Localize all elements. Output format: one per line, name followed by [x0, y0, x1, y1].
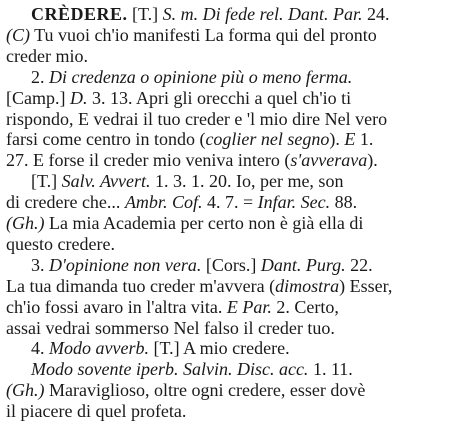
entry-text: 1.	[355, 129, 374, 150]
entry-text: (Gh.)	[6, 213, 45, 233]
entry-text: [T.]	[127, 4, 163, 24]
entry-text: La tua dimanda tuo creder m'avvera (	[6, 275, 276, 296]
entry-text: Maraviglioso, oltre ogni credere, esser dovè	[44, 380, 366, 401]
entry-text: assai vedrai sommerso Nel falso il creder tuo.	[6, 317, 335, 338]
entry-text: Modo sovente iperb. Salvin. Disc. acc.	[31, 359, 309, 380]
entry-text: [T.]	[31, 171, 62, 192]
entry-text: ).	[367, 150, 378, 171]
entry-text: [Cors.]	[201, 254, 261, 275]
entry-text: rispondo, E vedrai il tuo creder e 'l mio dire Nel vero	[6, 108, 388, 129]
entry-text: 2. Certo,	[271, 296, 339, 317]
entry-text: Modo avverb.	[49, 338, 149, 359]
entry-line	[6, 400, 186, 424]
entry-text: creder mio.	[6, 45, 88, 66]
entry-text: ch'io fossi avaro in l'altra vita.	[6, 296, 227, 317]
entry-text: Ambr. Cof.	[124, 192, 203, 213]
entry-text: D'opinione non vera.	[49, 254, 202, 275]
entry-text: 3.	[31, 254, 49, 275]
entry-text: di credere che...	[6, 192, 125, 213]
entry-text: 24.	[362, 4, 390, 24]
entry-text: questo credere.	[6, 233, 115, 254]
entry-text: s'avverava	[290, 150, 368, 171]
entry-text: il piacere di quel profeta.	[6, 401, 187, 422]
entry-text: E	[344, 129, 356, 150]
entry-text: Di credenza o opinione più o meno ferma.	[49, 66, 353, 87]
entry-text: D.	[69, 87, 88, 108]
entry-text: 4. 7. =	[202, 192, 258, 213]
entry-text: coglier nel segno	[205, 129, 330, 150]
entry-text: [T.] A mio credere.	[148, 338, 290, 359]
entry-text: Dant. Purg.	[260, 254, 346, 275]
entry-text: La mia Academia per certo non è già ella di	[44, 213, 364, 233]
entry-text: 22.	[345, 254, 373, 275]
entry-text: 1. 3. 1. 20. Io, per me, son	[150, 171, 344, 192]
entry-text: Infar. Sec.	[257, 192, 331, 213]
entry-text: farsi come centro in tondo (	[6, 129, 206, 150]
entry-text: [Camp.]	[6, 87, 70, 108]
entry-text: 3. 13. Apri gli orecchi a quel ch'io ti	[87, 87, 352, 108]
entry-text: E Par.	[226, 296, 272, 317]
entry-text: 4.	[31, 338, 49, 359]
entry-text: 2.	[31, 66, 49, 87]
entry-text: (Gh.)	[6, 380, 45, 401]
entry-text: 27. E forse il creder mio veniva intero (	[6, 150, 291, 171]
entry-text: 88.	[330, 192, 358, 213]
entry-text: Tu vuoi ch'io manifesti La forma qui del pronto	[30, 24, 377, 45]
entry-text: ) Esser,	[339, 275, 393, 296]
entry-text: S. m. Di fede rel. Dant. Par.	[162, 4, 363, 24]
entry-text: Salv. Avvert.	[61, 171, 151, 192]
entry-text: ).	[329, 129, 345, 150]
entry-text: (C)	[6, 24, 30, 45]
entry-text: 1. 11.	[308, 359, 353, 380]
entry-text: dimostra	[275, 275, 340, 296]
headword: CRÈDERE.	[31, 4, 128, 24]
